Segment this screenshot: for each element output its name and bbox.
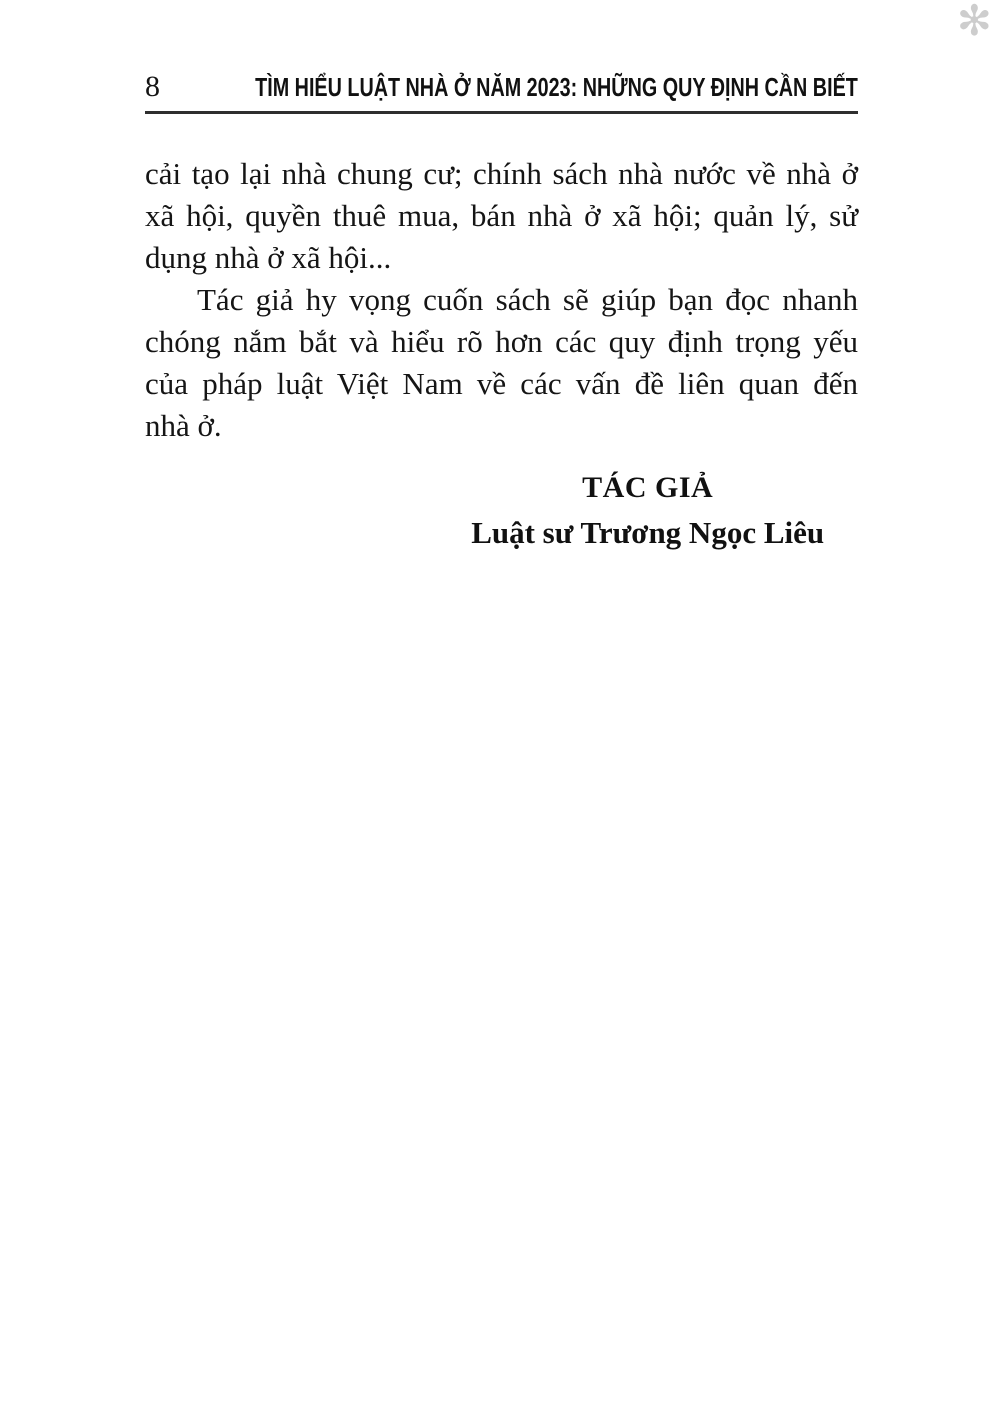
header-title-wrap [160,73,953,101]
page-content [145,0,858,550]
signature-name: Luật sư Trương Ngọc Liêu [471,515,825,550]
header-title: TÌM HIỂU LUẬT NHÀ Ở NĂM 2023: NHỮNG QUY ĐỊNH CẦN BIẾT [255,72,858,102]
paragraph-line: xã hội, quyền thuê mua, bán nhà ở xã hội; quản lý, sử [145,198,858,233]
signature-role: TÁC GIẢ [582,471,714,504]
paragraph-line: nhà ở. [145,408,222,443]
flower-ornament-icon: ✻ [956,0,992,45]
paragraph [145,279,858,447]
paragraph-line: của pháp luật Việt Nam về các vấn đề liên quan đến [145,366,858,401]
page-number: 8 [145,70,160,103]
author-signature-block [437,473,858,550]
paragraph-line: cải tạo lại nhà chung cư; chính sách nhà nước về nhà ở [145,156,858,191]
paragraph [145,153,858,279]
paragraph-line: Tác giả hy vọng cuốn sách sẽ giúp bạn đọc nhanh [197,282,858,317]
running-header [145,0,858,114]
paragraph-line: chóng nắm bắt và hiểu rõ hơn các quy định trọng yếu [145,324,858,359]
paragraph-line: dụng nhà ở xã hội... [145,240,392,275]
body-text [145,153,858,447]
